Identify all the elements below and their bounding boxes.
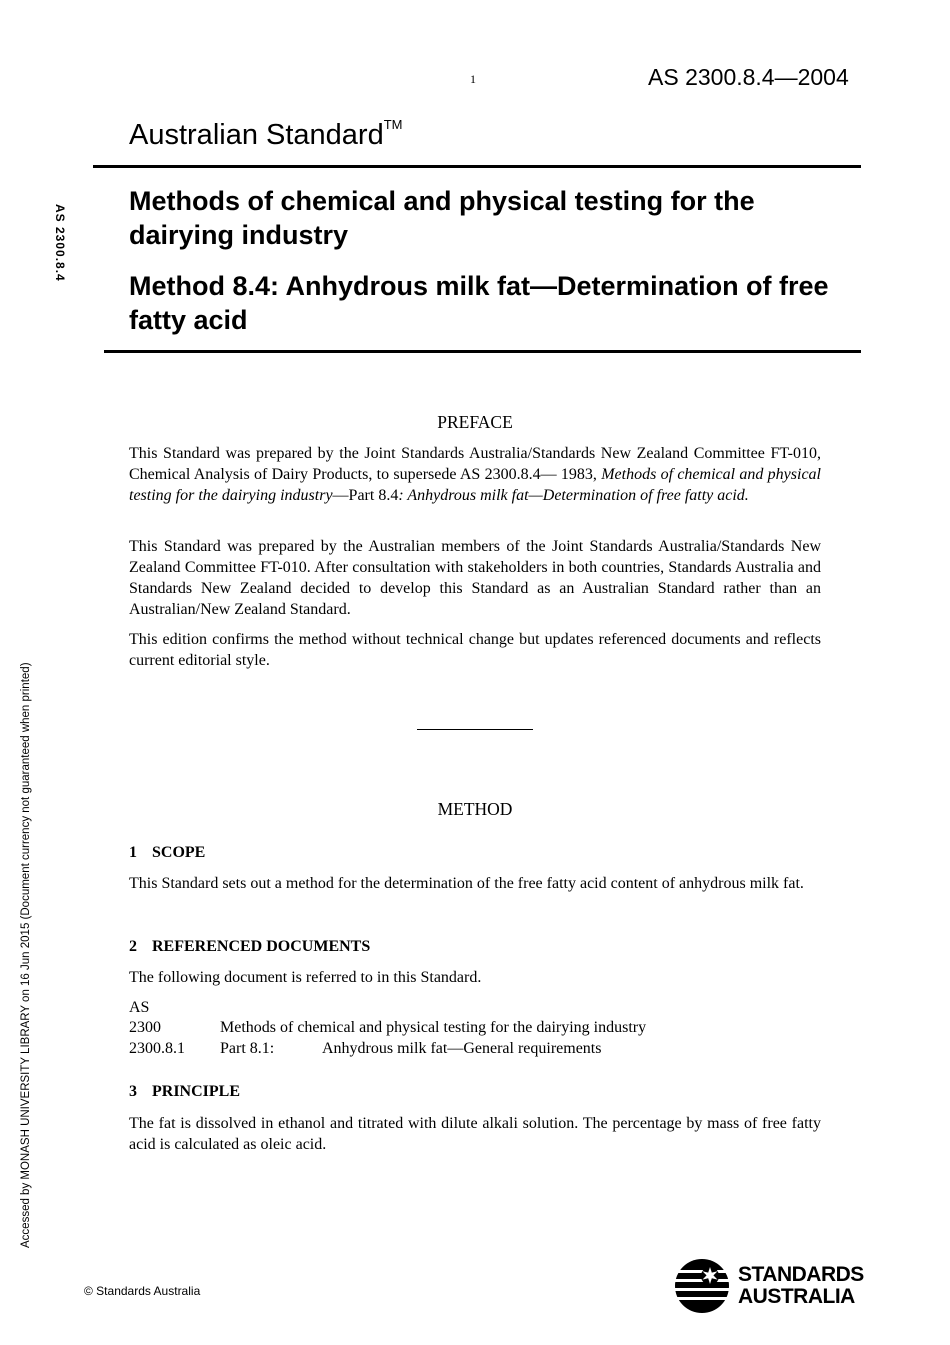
- scope-heading: [129, 844, 205, 862]
- preface-paragraph-1: [129, 443, 821, 506]
- reference-code: 2300: [129, 1019, 161, 1036]
- preface-p1-italic: Methods of chemical and physical testing for the dairying industry: [129, 466, 821, 504]
- method-title: Method 8.4: Anhydrous milk fat—Determination of free fatty acid: [129, 271, 829, 335]
- logo-mark-icon: [674, 1258, 730, 1314]
- reference-title: Methods of chemical and physical testing for the dairying industry: [220, 1019, 647, 1036]
- page-number: 1: [470, 72, 476, 86]
- reference-row: [129, 1019, 646, 1037]
- logo-wordmark: [738, 1264, 864, 1308]
- section-divider: [417, 729, 533, 730]
- reference-row: [129, 1040, 601, 1058]
- preface-p1-italic-2: : Anhydrous milk fat—Determination of free fatty acid.: [398, 487, 749, 504]
- preface-p1-text-b: —Part 8.4: [332, 487, 399, 504]
- copyright-notice: © Standards Australia: [84, 1284, 201, 1298]
- logo-line-2: AUSTRALIA: [738, 1285, 855, 1308]
- scope-text: This Standard sets out a method for the determination of the free fatty acid content of anhydrous milk fat.: [129, 875, 804, 892]
- principle-title: PRINCIPLE: [152, 1083, 241, 1100]
- preface-p1-text-a: This Standard was prepared by the Joint Standards Australia/Standards New Zealand Committee FT-010, Chemical Analysis of Dairy Products, to supersede AS 2300.8.4— 1983,: [129, 445, 821, 483]
- reference-code: 2300.8.1: [129, 1040, 185, 1057]
- references-as-label: AS: [129, 999, 150, 1016]
- standards-australia-logo: [674, 1258, 872, 1314]
- document-title: Methods of chemical and physical testing for the dairying industry: [129, 186, 755, 250]
- reference-part: Part 8.1:: [220, 1040, 275, 1057]
- trademark-mark: TM: [383, 117, 403, 133]
- preface-paragraph-3: This edition confirms the method without technical change but updates referenced documents and reflects current editorial style.: [129, 631, 821, 669]
- references-title: REFERENCED DOCUMENTS: [152, 938, 371, 955]
- scope-title: SCOPE: [152, 844, 206, 861]
- preface-paragraph-2: This Standard was prepared by the Australian members of the Joint Standards Australia/Standards New Zealand Committee FT-010. After consultation with stakeholders in both countries, Standards Australia and Standards New Zealand decided to develop this Standard as an Australian Standard rather than an Australian/New Zealand Standard.: [129, 538, 821, 618]
- principle-heading: [129, 1083, 240, 1101]
- title-bottom-rule: [104, 350, 861, 353]
- logo-line-1: STANDARDS: [738, 1263, 864, 1286]
- standard-label-text: Australian Standard: [129, 119, 384, 151]
- document-code: AS 2300.8.4—2004: [648, 64, 849, 90]
- title-top-rule: [93, 165, 861, 168]
- scope-number: 1: [129, 844, 137, 861]
- principle-text: The fat is dissolved in ethanol and titrated with dilute alkali solution. The percentage by mass of free fatty acid is calculated as oleic acid.: [129, 1115, 821, 1153]
- access-note: Accessed by MONASH UNIVERSITY LIBRARY on 16 Jun 2015 (Document currency not guaranteed when printed): [20, 662, 32, 1248]
- principle-number: 3: [129, 1083, 137, 1100]
- reference-title: Anhydrous milk fat—General requirements: [322, 1040, 602, 1057]
- side-document-code: AS 2300.8.4: [53, 204, 67, 282]
- references-text: The following document is referred to in this Standard.: [129, 969, 482, 986]
- method-heading: METHOD: [437, 799, 513, 819]
- preface-heading: PREFACE: [437, 412, 513, 432]
- standard-label: [129, 119, 403, 152]
- references-number: 2: [129, 938, 137, 955]
- references-heading: [129, 938, 370, 956]
